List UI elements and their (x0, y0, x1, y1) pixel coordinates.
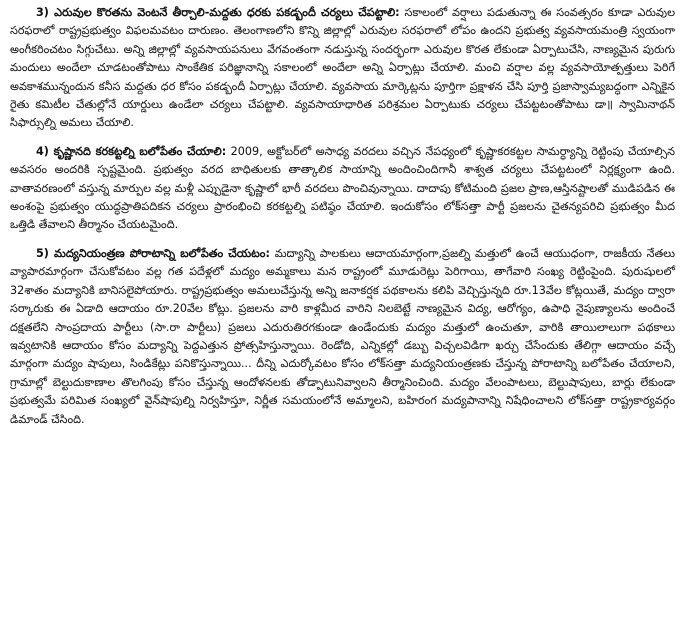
section-body: 2009, అక్టోబర్‌లో అసాధ్య వరదలు వచ్చిన నేపధ్యంలో కృష్ణాకరకట్టల సామర్ధ్యాన్ని రెట్టింపు చేయాల్సిన అవసరం అందరికి స్పష్టమైంది. ప్రభుత్వం వరద బాధితులకు తాత్కాలిక సాయాన్ని అందించిందిగానీ శాశ్వత చర్యలు చేపట్టటంలో నిర్లక్ష్యంగా ఉంది. వాతావరణంలో వస్తున్న మార్పుల వల్ల మళ్లీ ఎప్పుడైనా కృష్ణాలో భారీ వరదలు పొంచివున్నాయి. దాదాపు కోటిమంది ప్రజల ప్రాణ,ఆస్తినష్టాలతో ముడిపడిన ఈ అంశంపై ప్రభుత్వం యుద్ధప్రాతిపదికన చర్యలు ప్రారంభించి కరకట్టల్ని పటిష్ఠం చేయాలి. ఇందుకోసం లోక్‌సత్తా పార్టీ ప్రజలను చైతన్యపరిచి ప్రభుత్వం మీద ఒత్తిడి తేవాలని తీర్మానం చేయటమైంది. (10, 144, 676, 232)
section-heading: 5) మద్యనియంత్రణ పోరాటాన్ని బలోపేతం చేయటం: (36, 246, 270, 260)
section-body: సకాలంలో వర్షాలు పడుతున్నా ఈ సంవత్సరం కూడా ఎరువుల సరఫరాలో రాష్ట్రప్రభుత్వం విఫలమవటం దారుణం. తెలంగాణలోని కొన్ని జిల్లాల్లో ఎరువుల సరఫరాలో లోపం ఉందని ప్రభుత్వ వ్యవసాయమంత్రి స్వయంగా అంగీకరించటం సిగ్గుచేటు. అన్ని జిల్లాల్లో వ్యవసాయపనులు వేగవంతంగా నడుస్తున్న సందర్భంగా ఎరువుల కొరత లేకుండా ఏర్పాటుచేసి, నాణ్యమైన పురుగు మందులు అందేలా చూడటంతోపాటు సాంకేతిక పరిజ్ఞానాన్ని సకాలంలో అందేలా అన్ని ఏర్పాట్లు చేయాలి. మంచి వర్షాల వల్ల వ్యవసాయోత్పత్తులు పెరిగే అవకాశమున్నందున కనీస మద్దతు ధర కోసం పకడ్బందీ ఏర్పాట్లు చేయాలి. వ్యవసాయ మార్కెట్లను పూర్తిగా ప్రక్షాళన చేసి పూర్తి ప్రజాస్వామ్యబద్ధంగా ఎన్నికైన రైతు కమిటీల చేతుల్లోనే యార్డులు ఉండేలా చర్యలు చేపట్టాలి. వ్యవసాయాధారిత పరిశ్రమల ఏర్పాటుకు చర్యలు చేపట్టటంతోపాటు డా॥ స్వామినాథన్ సిఫార్సుల్ని అమలు చేయాలి. (10, 6, 676, 130)
section-body: మద్యాన్ని పాలకులు ఆదాయమార్గంగా,ప్రజల్ని మత్తులో ఉంచే ఆయుధంగా, రాజకీయ నేతలు వ్యాపారమార్గంగా చేసుకోవటం వల్ల గత పదేళ్లలో మద్యం అమ్మకాలు మన రాష్ట్రంలో మూడురెట్లు పెరిగాయి, తాగేవారి సంఖ్య రెట్టింపైంది. పురుషులలో 32శాతం మద్యానికి బానిసలైపోయారు. రాష్ట్రప్రభుత్వం అమలుచేస్తున్న అన్ని జనాకర్షక పథకాలను కలిపి వెచ్చిస్తున్నది రూ.13వేల కోట్లయితే, మద్యం ద్వారా సర్కారుకు ఈ ఏడాది ఆదాయం రూ.20వేల కోట్లు. ప్రజలను వారి కాళ్లమీద వారిని నిలబెట్టే నాణ్యమైన విద్య, ఆరోగ్యం, ఉపాధి నైపుణ్యాలను అందించే దక్షతలేని సాంప్రదాయ పార్టీలు (సా.రా పార్టీలు) ప్రజలు ఎదురుతిరగకుండా ఉండేందుకు మద్యం మత్తులో ఉంచుతూ, వారికి తాయిలాలుగా పథకాలు ఇవ్వటానికి ఆదాయం కోసం మద్యాన్ని పెద్దఎత్తున ప్రోత్సహిస్తున్నాయి. రెండోది, ఎన్నికల్లో డబ్బు విచ్చలవిడిగా ఖర్చు చేసేందుకు తేలిగ్గా ఆదాయం వచ్చే మార్గంగా మద్యం షాపులు, సిండికేట్లు పనికొస్తున్నాయి... దీన్ని ఎదుర్కోవటం కోసం లోక్‌సత్తా మద్యనియంత్రణకు చేస్తున్న పోరాటాన్ని బలోపేతం చేయాలని, గ్రామాల్లో బెల్టుదుకాణాల తొలగింపు కోసం చేస్తున్న ఆందోళనలకు తోడ్పాటునివ్వాలని తీర్మానించింది. మద్యం వేలంపాటలు, బెల్టుషాపులు, బార్లు లేకుండా ప్రభుత్వమే పరిమిత సంఖ్యలో వైన్‌షాపుల్ని నిర్వహిస్తూ, నిర్ణీత సమయంలోనే అమ్మాలని, బహిరంగ మద్యపానాన్ని నిషేధించాలని లోక్‌సత్తా రాష్ట్రకార్యవర్గం డిమాండ్ చేసింది. (10, 246, 675, 426)
section-heading: 4) కృష్ణానది కరకట్టల్ని బలోపేతం చేయాలి: (36, 144, 227, 158)
section-agriculture (10, 4, 675, 133)
paragraph (10, 143, 675, 235)
paragraph (10, 245, 675, 429)
section-heading: 3) ఎరువుల కొరతను వెంటనే తీర్చాలి-మద్దతు ధరకు పకడ్బందీ చర్యలు చేపట్టాలి: (36, 6, 400, 19)
section-krishna-embankments (10, 143, 675, 235)
paragraph (10, 4, 675, 133)
section-liquor-control (10, 245, 675, 429)
